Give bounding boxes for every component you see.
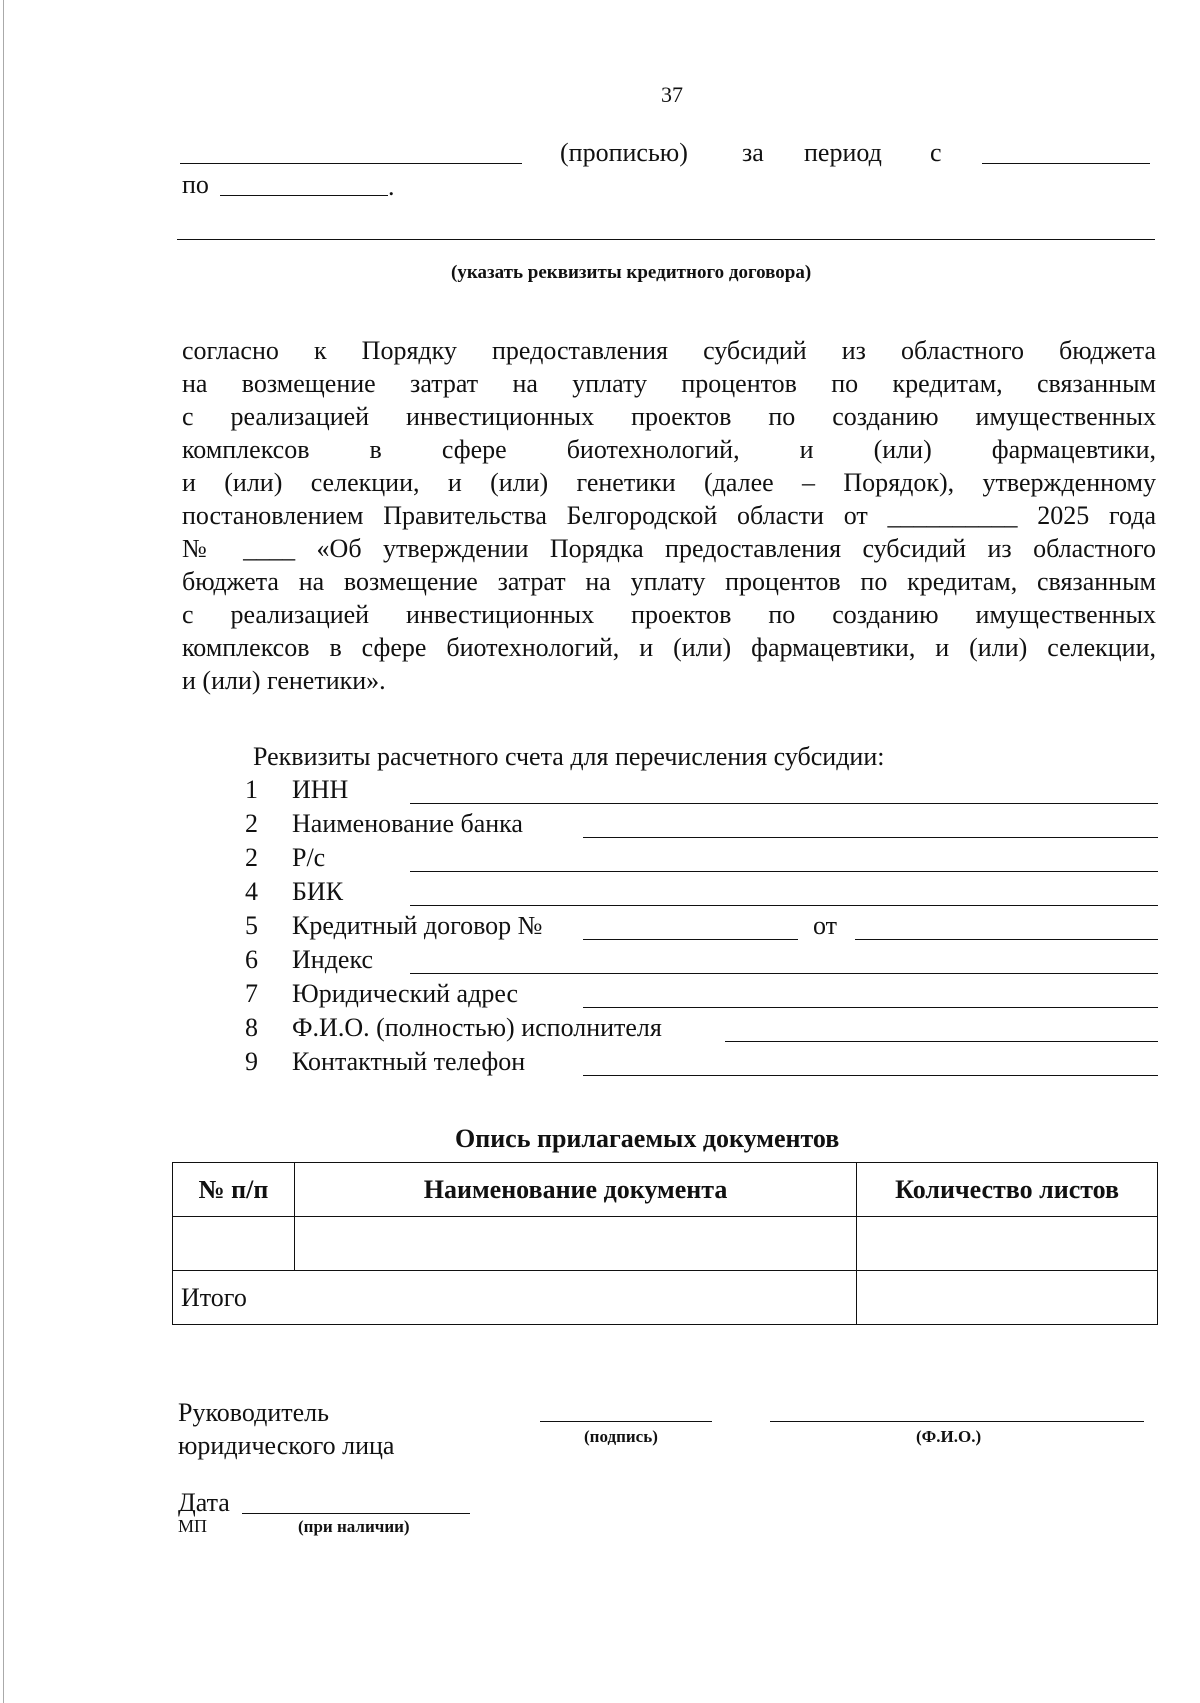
req-number: 9 bbox=[245, 1047, 258, 1076]
req-label-phone: Контактный телефон bbox=[292, 1047, 526, 1076]
req-number: 1 bbox=[245, 775, 258, 804]
req-label-ot: от bbox=[813, 911, 838, 940]
req-label-executor-name: Ф.И.О. (полностью) исполнителя bbox=[292, 1013, 662, 1042]
paragraph-line: комплексов в сфере биотехнологий, и (или) фармацевтики, bbox=[182, 435, 1156, 464]
req-label-index: Индекс bbox=[292, 945, 373, 974]
req-number: 8 bbox=[245, 1013, 258, 1042]
executor-name-field-line bbox=[725, 1041, 1158, 1042]
req-label-credit-agreement: Кредитный договор № bbox=[292, 911, 543, 940]
req-number: 4 bbox=[245, 877, 258, 906]
credit-agreement-number-line bbox=[583, 939, 798, 940]
req-number: 5 bbox=[245, 911, 258, 940]
inn-field-line bbox=[410, 803, 1158, 804]
docs-table-header-row bbox=[173, 1163, 1158, 1217]
docs-table bbox=[172, 1162, 1158, 1325]
period-end-dot: . bbox=[388, 172, 395, 201]
index-field-line bbox=[410, 973, 1158, 974]
paragraph-line: № ____ «Об утверждении Порядка предоставления субсидий из областного bbox=[182, 534, 1156, 563]
paragraph-line: комплексов в сфере биотехнологий, и (или) фармацевтики, и (или) селекции, bbox=[182, 633, 1156, 662]
req-number: 2 bbox=[245, 843, 258, 872]
signatory-role-line1: Руководитель bbox=[178, 1398, 329, 1427]
credit-requisites-line bbox=[177, 239, 1155, 240]
table-row bbox=[173, 1217, 1158, 1271]
req-label-legal-address: Юридический адрес bbox=[292, 979, 519, 1008]
if-any-caption: (при наличии) bbox=[298, 1517, 410, 1536]
paragraph-line: на возмещение затрат на уплату процентов по кредитам, связанным bbox=[182, 369, 1156, 398]
req-label-inn: ИНН bbox=[292, 775, 349, 804]
period-to-line bbox=[220, 195, 388, 196]
amount-field-line bbox=[180, 163, 522, 164]
paragraph-line: бюджета на возмещение затрат на уплату процентов по кредитам, связанным bbox=[182, 567, 1156, 596]
total-label: Итого bbox=[173, 1271, 857, 1325]
docs-table-title: Опись прилагаемых документов bbox=[455, 1124, 840, 1153]
date-field-line bbox=[242, 1513, 470, 1514]
req-number: 2 bbox=[245, 809, 258, 838]
period-label: период bbox=[804, 138, 882, 167]
total-row bbox=[173, 1271, 1158, 1325]
fio-caption: (Ф.И.О.) bbox=[916, 1427, 982, 1446]
bank-name-field-line bbox=[583, 837, 1158, 838]
cell-sheet-count[interactable] bbox=[857, 1217, 1158, 1271]
paragraph-line: и (или) селекции, и (или) генетики (далее – Порядок), утвержденному bbox=[182, 468, 1156, 497]
paragraph-line: и (или) генетики». bbox=[182, 666, 386, 695]
za-label: за bbox=[742, 138, 764, 167]
legal-address-field-line bbox=[583, 1007, 1158, 1008]
phone-field-line bbox=[583, 1075, 1158, 1076]
req-number: 7 bbox=[245, 979, 258, 1008]
cell-total-sheets[interactable] bbox=[857, 1271, 1158, 1325]
page-number: 37 bbox=[661, 82, 683, 107]
cell-number[interactable] bbox=[173, 1217, 295, 1271]
scan-edge-mark bbox=[3, 0, 4, 1703]
req-label-bank-name: Наименование банка bbox=[292, 809, 523, 838]
bik-field-line bbox=[410, 905, 1158, 906]
date-label: Дата bbox=[178, 1488, 230, 1517]
amount-words-label: (прописью) bbox=[560, 138, 688, 167]
col-header-number: № п/п bbox=[173, 1163, 295, 1217]
req-label-bik: БИК bbox=[292, 877, 344, 906]
credit-requisites-caption: (указать реквизиты кредитного договора) bbox=[451, 262, 812, 283]
cell-doc-name[interactable] bbox=[294, 1217, 856, 1271]
req-number: 6 bbox=[245, 945, 258, 974]
stamp-label: МП bbox=[178, 1516, 208, 1536]
po-label: по bbox=[182, 170, 209, 199]
paragraph-line: с реализацией инвестиционных проектов по созданию имущественных bbox=[182, 402, 1156, 431]
req-label-account: Р/с bbox=[292, 843, 326, 872]
col-header-sheet-count: Количество листов bbox=[857, 1163, 1158, 1217]
col-header-doc-name: Наименование документа bbox=[294, 1163, 856, 1217]
signatory-role-line2: юридического лица bbox=[178, 1431, 395, 1460]
paragraph-line: согласно к Порядку предоставления субсидий из областного бюджета bbox=[182, 336, 1156, 365]
paragraph-line: постановлением Правительства Белгородской области от __________ 2025 года bbox=[182, 501, 1156, 530]
s-label: с bbox=[930, 138, 942, 167]
signature-line bbox=[540, 1421, 712, 1422]
credit-agreement-date-line bbox=[855, 939, 1158, 940]
signature-caption: (подпись) bbox=[584, 1427, 658, 1446]
fio-line bbox=[770, 1421, 1144, 1422]
paragraph-line: с реализацией инвестиционных проектов по созданию имущественных bbox=[182, 600, 1156, 629]
requisites-heading: Реквизиты расчетного счета для перечисления субсидии: bbox=[253, 742, 885, 771]
account-field-line bbox=[410, 871, 1158, 872]
period-from-line bbox=[982, 163, 1150, 164]
